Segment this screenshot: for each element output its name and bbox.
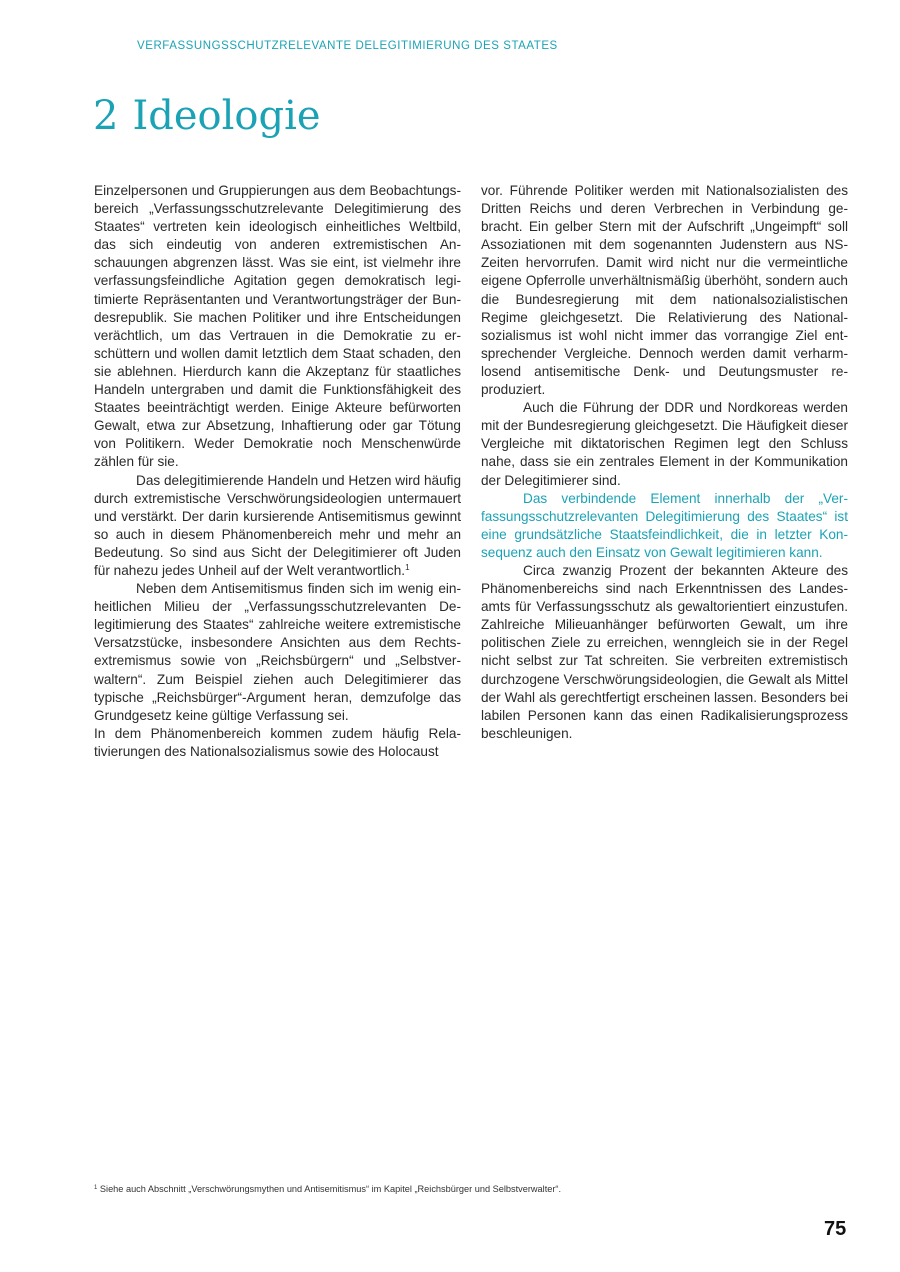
highlighted-paragraph: Das verbindende Element innerhalb der „Verfassungsschutzrelevanten Delegitimierung des Staates“ ist eine grundsätzliche Staatsfeindlichkeit, die in letzter Konsequenz auch den Einsatz von Gewalt legitimieren kann.: [481, 490, 848, 560]
paragraph: Neben dem Antisemitismus finden sich im wenig einheitlichen Milieu der „Verfassungsschutzrelevanten Delegitimierung des Staates“ zahlreiche weitere extremistische Versatzstücke, insbesondere Ansichten aus dem Rechtsextremismus sowie von „Reichsbürgern“ und „Selbstverwaltern“. Zum Beispiel ziehen auch Delegitimierer das typische „Reichsbürger“-Argument heran, demzufolge das Grundgesetz keine gültige Verfassung sei.: [94, 581, 461, 723]
left-column: [94, 182, 461, 761]
running-head: VERFASSUNGSSCHUTZRELEVANTE DELEGITIMIERUNG DES STAATES: [137, 40, 558, 52]
chapter-heading: [93, 92, 321, 140]
paragraph: Auch die Führung der DDR und Nordkoreas werden mit der Bundesregierung gleichgesetzt. Die Häufigkeit dieser Vergleiche mit diktatorischen Regimen legt den Schluss nahe, dass sie ein zentrales Element in der Kommunikation der Delegitimierer sind.: [481, 400, 848, 488]
paragraph: vor. Führende Politiker werden mit Nationalsozialisten des Dritten Reichs und deren Verbrechen in Verbindung gebracht. Ein gelber Stern mit der Aufschrift „Ungeimpft“ soll Assoziationen mit dem sogenannten Judenstern aus NS-Zeiten hervorrufen. Damit wird nicht nur die vermeintliche eigene Opferrolle unverhältnismäßig überhöht, sondern auch die Bundesregierung mit dem nationalsozialistischen Regime gleichgesetzt. Die Relativierung des Nationalsozialismus ist wohl nicht immer das vorrangige Ziel entsprechender Vergleiche. Dennoch werden damit verharmlosend antisemitische Denk- und Deutungsmuster reproduziert.: [481, 183, 848, 398]
paragraph: Das delegitimierende Handeln und Hetzen wird häufig durch extremistische Verschwörungsideologien untermauert und verstärkt. Der darin kursierende Antisemitismus gewinnt so auch in diesem Phänomenbereich mehr und mehr an Bedeutung. So sind aus Sicht der Delegitimierer oft Juden für nahezu jedes Unheil auf der Welt verantwortlich.$^1$: [94, 472, 461, 578]
footnote-reference: 1: [405, 562, 410, 572]
footnote-marker: 1: [94, 1185, 98, 1191]
paragraph: Circa zwanzig Prozent der bekannten Akteure des Phänomenbereichs sind nach Erkenntnissen des Landesamts für Verfassungsschutz als gewaltorientiert einzustufen. Zahlreiche Milieuanhänger befürworten Gewalt, um ihre politischen Ziele zu erreichen, wenngleich sie in der Regel nicht selbst zur Tat schreiten. Sie verbreiten extremistisch durchzogene Verschwörungsideologien, die Gewalt als Mittel der Wahl als gerechtfertigt erscheinen lassen. Besonders bei labilen Personen kann das einen Radikalisierungsprozess beschleunigen.: [481, 562, 848, 741]
paragraph: Einzelpersonen und Gruppierungen aus dem Beobachtungsbereich „Verfassungsschutzrelevante Delegitimierung des Staates“ vertreten kein ideologisch einheitliches Weltbild, das sich eindeutig von anderen extremistischen Anschauungen abgrenzen lässt. Was sie eint, ist vielmehr ihre verfassungsfeindliche Agitation gegen demokratisch legitimierte Repräsentanten und Verantwortungsträger der Bundesrepublik. Sie machen Politiker und ihre Entscheidungen verächtlich, um das Vertrauen in die Demokratie zu erschüttern und wollen damit letztlich dem Staat schaden, den sie ablehnen. Hierdurch kann die Akzeptanz für staatliches Handeln untergraben und damit die Funktionsfähigkeit des Staates beeinträchtigt werden. Einige Akteure befürworten Gewalt, etwa zur Absetzung, Inhaftierung oder gar Tötung von Politikern. Weder Demokratie noch Menschenwürde zählen für sie.: [94, 183, 461, 470]
paragraph: In dem Phänomenbereich kommen zudem häufig Relativierungen des Nationalsozialismus sowie des Holocaust: [94, 725, 461, 759]
footnote: [94, 1184, 561, 1194]
footnote-text: Siehe auch Abschnitt „Verschwörungsmythen und Antisemitismus“ im Kapitel „Reichsbürger und Selbstverwalter“.: [99, 1184, 562, 1194]
right-column: [481, 182, 848, 743]
chapter-number: 2: [93, 93, 119, 139]
page-number: 75: [824, 1218, 847, 1240]
chapter-title: Ideologie: [132, 93, 321, 139]
